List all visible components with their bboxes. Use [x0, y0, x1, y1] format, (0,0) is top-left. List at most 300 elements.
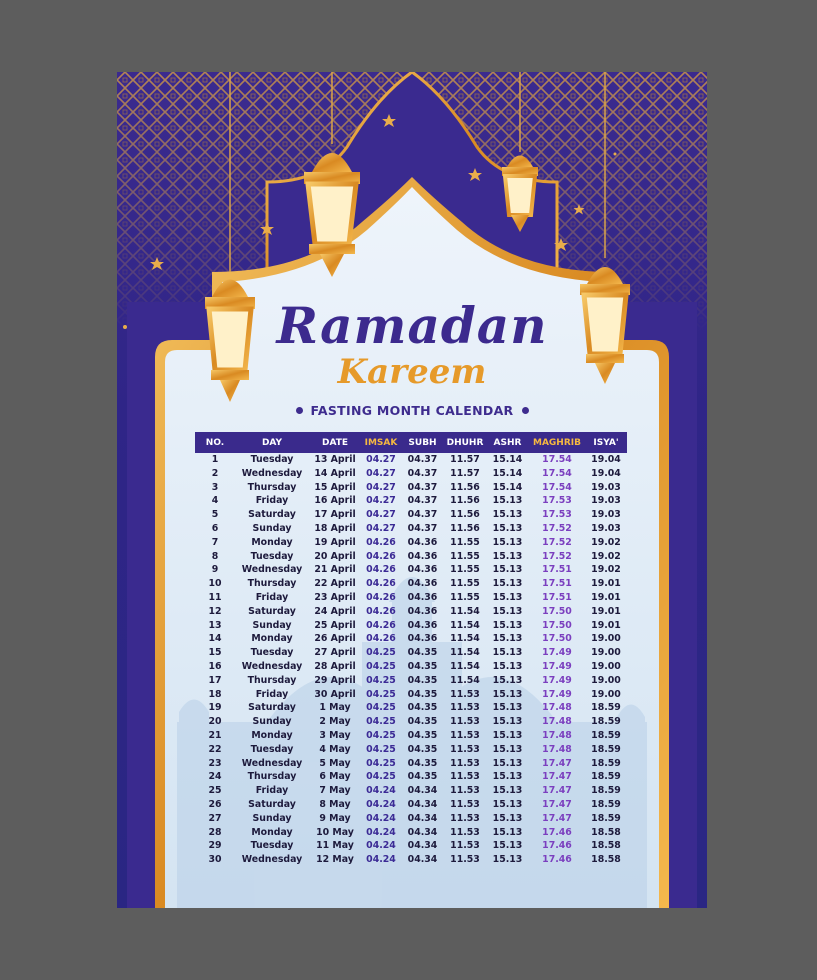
cell-date: 17 April	[314, 509, 356, 521]
cell-imsak: 04.27	[366, 522, 396, 534]
cell-maghrib: 17.46	[542, 840, 572, 852]
cell-maghrib: 17.49	[542, 647, 572, 659]
cell-ashr: 15.13	[492, 716, 523, 728]
cell-ashr: 15.13	[492, 509, 523, 521]
cell-dhuhr: 11.55	[450, 564, 480, 576]
cell-ashr: 15.13	[492, 578, 523, 590]
cell-ashr: 15.13	[492, 785, 523, 797]
cell-imsak: 04.26	[366, 578, 396, 590]
cell-day: Thursday	[247, 771, 297, 783]
cell-dhuhr: 11.55	[450, 578, 480, 590]
cell-date: 19 April	[314, 536, 356, 548]
cell-dhuhr: 11.56	[450, 481, 480, 493]
cell-day: Tuesday	[250, 550, 294, 562]
cell-imsak: 04.25	[366, 716, 396, 728]
cell-maghrib: 17.47	[542, 771, 572, 783]
cell-no: 27	[208, 812, 222, 824]
col-maghrib: MAGHRIB	[533, 437, 581, 448]
cell-date: 5 May	[319, 757, 351, 769]
cell-date: 22 April	[314, 578, 356, 590]
cell-imsak: 04.26	[366, 564, 396, 576]
cell-no: 19	[208, 702, 222, 714]
cell-subh: 04.36	[407, 536, 438, 548]
cell-isya: 19.03	[591, 522, 621, 534]
cell-imsak: 04.26	[366, 633, 396, 645]
table-row	[195, 467, 627, 481]
cell-ashr: 15.13	[492, 854, 523, 866]
table-header-row	[195, 432, 627, 453]
table-body	[195, 453, 627, 867]
table-row	[195, 812, 627, 826]
cell-date: 25 April	[314, 619, 356, 631]
cell-subh: 04.34	[407, 826, 438, 838]
cell-isya: 18.58	[591, 854, 621, 866]
cell-ashr: 15.13	[492, 812, 523, 824]
cell-maghrib: 17.52	[542, 536, 572, 548]
cell-dhuhr: 11.53	[450, 826, 480, 838]
cell-isya: 18.59	[591, 812, 621, 824]
cell-subh: 04.37	[407, 509, 438, 521]
cell-no: 13	[208, 619, 222, 631]
cell-ashr: 15.13	[492, 522, 523, 534]
cell-day: Wednesday	[241, 660, 303, 672]
cell-no: 10	[208, 578, 222, 590]
cell-dhuhr: 11.54	[450, 660, 480, 672]
cell-imsak: 04.25	[366, 674, 396, 686]
cell-day: Sunday	[252, 619, 292, 631]
cell-no: 15	[208, 647, 222, 659]
cell-no: 5	[211, 509, 219, 521]
cell-imsak: 04.27	[366, 509, 396, 521]
cell-imsak: 04.26	[366, 550, 396, 562]
cell-no: 29	[208, 840, 222, 852]
cell-isya: 19.03	[591, 481, 621, 493]
table-row	[195, 826, 627, 840]
cell-subh: 04.34	[407, 785, 438, 797]
table-row	[195, 522, 627, 536]
cell-ashr: 15.13	[492, 840, 523, 852]
title-subline: Kareem	[337, 352, 487, 392]
cell-subh: 04.36	[407, 605, 438, 617]
cell-maghrib: 17.46	[542, 826, 572, 838]
cell-day: Saturday	[248, 702, 296, 714]
cell-maghrib: 17.48	[542, 729, 572, 741]
cell-imsak: 04.25	[366, 743, 396, 755]
cell-day: Monday	[251, 729, 293, 741]
col-day: DAY	[261, 437, 283, 448]
cell-maghrib: 17.54	[542, 467, 572, 479]
cell-maghrib: 17.52	[542, 522, 572, 534]
cell-isya: 19.02	[591, 564, 621, 576]
cell-subh: 04.35	[407, 771, 438, 783]
table-row	[195, 839, 627, 853]
cell-ashr: 15.13	[492, 729, 523, 741]
table-row	[195, 453, 627, 467]
cell-subh: 04.35	[407, 660, 438, 672]
cell-no: 7	[211, 536, 219, 548]
cell-subh: 04.36	[407, 578, 438, 590]
title: Ramadan	[276, 296, 548, 355]
cell-maghrib: 17.53	[542, 495, 572, 507]
cell-ashr: 15.13	[492, 771, 523, 783]
cell-date: 8 May	[319, 798, 351, 810]
cell-no: 18	[208, 688, 222, 700]
cell-maghrib: 17.54	[542, 481, 572, 493]
table-row	[195, 536, 627, 550]
cell-day: Saturday	[248, 509, 296, 521]
table-row	[195, 494, 627, 508]
table-row	[195, 715, 627, 729]
cell-isya: 18.59	[591, 757, 621, 769]
cell-isya: 18.59	[591, 785, 621, 797]
table-row	[195, 563, 627, 577]
cell-subh: 04.35	[407, 716, 438, 728]
cell-ashr: 15.13	[492, 550, 523, 562]
cell-day: Friday	[255, 495, 289, 507]
cell-imsak: 04.26	[366, 591, 396, 603]
schedule-table	[195, 432, 627, 867]
cell-date: 11 May	[316, 840, 354, 852]
cell-ashr: 15.14	[492, 481, 523, 493]
cell-subh: 04.36	[407, 619, 438, 631]
cell-imsak: 04.26	[366, 605, 396, 617]
cell-day: Tuesday	[250, 454, 294, 465]
cell-isya: 19.03	[591, 509, 621, 521]
bullet-dot-icon	[522, 407, 529, 414]
cell-subh: 04.37	[407, 454, 438, 465]
cell-date: 27 April	[314, 647, 356, 659]
cell-dhuhr: 11.53	[450, 785, 480, 797]
cell-isya: 19.04	[591, 454, 621, 465]
cell-isya: 19.03	[591, 495, 621, 507]
cell-ashr: 15.13	[492, 536, 523, 548]
table-row	[195, 577, 627, 591]
cell-dhuhr: 11.53	[450, 702, 480, 714]
cell-dhuhr: 11.53	[450, 771, 480, 783]
cell-ashr: 15.13	[492, 702, 523, 714]
cell-isya: 19.01	[591, 591, 621, 603]
cell-dhuhr: 11.54	[450, 647, 480, 659]
table-row	[195, 701, 627, 715]
lantern-icon	[304, 72, 360, 277]
cell-maghrib: 17.49	[542, 674, 572, 686]
cell-maghrib: 17.49	[542, 688, 572, 700]
table-row	[195, 646, 627, 660]
cell-date: 12 May	[316, 854, 354, 866]
table-row	[195, 853, 627, 867]
cell-dhuhr: 11.53	[450, 729, 480, 741]
cell-isya: 18.59	[591, 771, 621, 783]
cell-day: Friday	[255, 785, 289, 797]
cell-day: Thursday	[247, 481, 297, 493]
cell-isya: 19.02	[591, 536, 621, 548]
cell-date: 3 May	[319, 729, 351, 741]
cell-imsak: 04.27	[366, 495, 396, 507]
cell-no: 23	[208, 757, 222, 769]
cell-dhuhr: 11.53	[450, 688, 480, 700]
cell-maghrib: 17.47	[542, 785, 572, 797]
cell-day: Wednesday	[241, 757, 303, 769]
cell-dhuhr: 11.53	[450, 743, 480, 755]
cell-isya: 19.02	[591, 550, 621, 562]
cell-subh: 04.36	[407, 564, 438, 576]
cell-isya: 18.59	[591, 716, 621, 728]
cell-maghrib: 17.47	[542, 798, 572, 810]
table-row	[195, 632, 627, 646]
cell-maghrib: 17.53	[542, 509, 572, 521]
cell-dhuhr: 11.55	[450, 550, 480, 562]
cell-isya: 18.59	[591, 798, 621, 810]
cell-day: Thursday	[247, 674, 297, 686]
cell-date: 2 May	[319, 716, 351, 728]
cell-maghrib: 17.47	[542, 812, 572, 824]
lantern-icon	[502, 72, 538, 232]
cell-date: 16 April	[314, 495, 356, 507]
bullet-dot-icon	[296, 407, 303, 414]
cell-day: Wednesday	[241, 467, 303, 479]
cell-day: Sunday	[252, 522, 292, 534]
cell-date: 7 May	[319, 785, 351, 797]
schedule-table-wrap	[195, 432, 627, 867]
col-imsak: IMSAK	[364, 437, 398, 448]
cell-day: Thursday	[247, 578, 297, 590]
cell-no: 12	[208, 605, 222, 617]
cell-no: 8	[211, 550, 219, 562]
table-row	[195, 674, 627, 688]
cell-maghrib: 17.50	[542, 605, 572, 617]
cell-imsak: 04.26	[366, 619, 396, 631]
table-row	[195, 798, 627, 812]
cell-isya: 19.01	[591, 605, 621, 617]
cell-no: 30	[208, 854, 222, 866]
cell-ashr: 15.13	[492, 743, 523, 755]
cell-imsak: 04.24	[366, 826, 396, 838]
cell-ashr: 15.13	[492, 605, 523, 617]
cell-isya: 19.01	[591, 578, 621, 590]
cell-subh: 04.35	[407, 647, 438, 659]
cell-imsak: 04.25	[366, 688, 396, 700]
cell-subh: 04.35	[407, 757, 438, 769]
table-row	[195, 688, 627, 702]
cell-no: 14	[208, 633, 222, 645]
cell-ashr: 15.14	[492, 467, 523, 479]
cell-day: Monday	[251, 536, 293, 548]
cell-ashr: 15.13	[492, 826, 523, 838]
cell-imsak: 04.25	[366, 771, 396, 783]
cell-dhuhr: 11.53	[450, 798, 480, 810]
cell-date: 26 April	[314, 633, 356, 645]
cell-maghrib: 17.48	[542, 716, 572, 728]
cell-isya: 19.00	[591, 633, 621, 645]
cell-subh: 04.35	[407, 702, 438, 714]
cell-ashr: 15.13	[492, 591, 523, 603]
cell-date: 1 May	[319, 702, 351, 714]
cell-date: 21 April	[314, 564, 356, 576]
cell-date: 29 April	[314, 674, 356, 686]
cell-day: Tuesday	[250, 743, 294, 755]
cell-ashr: 15.13	[492, 798, 523, 810]
cell-no: 22	[208, 743, 222, 755]
table-row	[195, 508, 627, 522]
cell-dhuhr: 11.54	[450, 633, 480, 645]
cell-isya: 19.00	[591, 647, 621, 659]
cell-ashr: 15.14	[492, 454, 523, 465]
cell-no: 9	[211, 564, 219, 576]
cell-isya: 19.00	[591, 660, 621, 672]
cell-dhuhr: 11.53	[450, 812, 480, 824]
cell-date: 23 April	[314, 591, 356, 603]
cell-dhuhr: 11.54	[450, 674, 480, 686]
cell-day: Tuesday	[250, 840, 294, 852]
cell-subh: 04.36	[407, 633, 438, 645]
cell-imsak: 04.25	[366, 660, 396, 672]
cell-subh: 04.37	[407, 495, 438, 507]
cell-imsak: 04.25	[366, 647, 396, 659]
cell-imsak: 04.27	[366, 481, 396, 493]
cell-day: Sunday	[252, 812, 292, 824]
cell-imsak: 04.24	[366, 812, 396, 824]
cell-dhuhr: 11.57	[450, 467, 480, 479]
cell-subh: 04.37	[407, 522, 438, 534]
cell-subh: 04.35	[407, 674, 438, 686]
cell-no: 3	[211, 481, 219, 493]
cell-date: 6 May	[319, 771, 351, 783]
cell-date: 18 April	[314, 522, 356, 534]
cell-dhuhr: 11.54	[450, 605, 480, 617]
cell-subh: 04.37	[407, 467, 438, 479]
cell-dhuhr: 11.56	[450, 495, 480, 507]
cell-ashr: 15.13	[492, 674, 523, 686]
cell-dhuhr: 11.53	[450, 757, 480, 769]
cell-subh: 04.34	[407, 798, 438, 810]
cell-maghrib: 17.50	[542, 619, 572, 631]
table-row	[195, 757, 627, 771]
cell-isya: 18.59	[591, 743, 621, 755]
cell-ashr: 15.13	[492, 660, 523, 672]
cell-dhuhr: 11.53	[450, 854, 480, 866]
cell-maghrib: 17.51	[542, 564, 572, 576]
table-row	[195, 770, 627, 784]
cell-dhuhr: 11.55	[450, 591, 480, 603]
cell-day: Wednesday	[241, 564, 303, 576]
cell-no: 6	[211, 522, 219, 534]
cell-ashr: 15.13	[492, 757, 523, 769]
table-row	[195, 605, 627, 619]
cell-day: Saturday	[248, 798, 296, 810]
cell-date: 30 April	[314, 688, 356, 700]
cell-subh: 04.35	[407, 743, 438, 755]
cell-ashr: 15.13	[492, 619, 523, 631]
col-date: DATE	[321, 437, 349, 448]
cell-imsak: 04.24	[366, 798, 396, 810]
cell-subh: 04.34	[407, 840, 438, 852]
cell-ashr: 15.13	[492, 647, 523, 659]
cell-no: 17	[208, 674, 222, 686]
cell-maghrib: 17.52	[542, 550, 572, 562]
col-no: NO.	[205, 437, 225, 448]
cell-no: 20	[208, 716, 222, 728]
cell-subh: 04.35	[407, 688, 438, 700]
cell-maghrib: 17.54	[542, 454, 572, 465]
cell-ashr: 15.13	[492, 633, 523, 645]
cell-maghrib: 17.49	[542, 660, 572, 672]
cell-maghrib: 17.48	[542, 743, 572, 755]
table-row	[195, 729, 627, 743]
cell-no: 25	[208, 785, 222, 797]
cell-dhuhr: 11.55	[450, 536, 480, 548]
table-row	[195, 784, 627, 798]
cell-isya: 18.58	[591, 826, 621, 838]
cell-isya: 19.00	[591, 674, 621, 686]
cell-isya: 19.00	[591, 688, 621, 700]
cell-imsak: 04.24	[366, 854, 396, 866]
cell-date: 20 April	[314, 550, 356, 562]
cell-maghrib: 17.51	[542, 578, 572, 590]
cell-dhuhr: 11.54	[450, 619, 480, 631]
cell-subh: 04.34	[407, 854, 438, 866]
cell-no: 11	[208, 591, 222, 603]
cell-no: 24	[208, 771, 222, 783]
cell-isya: 19.04	[591, 467, 621, 479]
cell-day: Monday	[251, 826, 293, 838]
cell-no: 2	[211, 467, 219, 479]
cell-date: 28 April	[314, 660, 356, 672]
cell-date: 24 April	[314, 605, 356, 617]
cell-ashr: 15.13	[492, 564, 523, 576]
col-ashr: ASHR	[493, 437, 522, 448]
cell-subh: 04.36	[407, 591, 438, 603]
col-isya: ISYA'	[593, 437, 619, 448]
cell-imsak: 04.25	[366, 702, 396, 714]
table-row	[195, 550, 627, 564]
cell-day: Wednesday	[241, 854, 303, 866]
calendar-label-text: FASTING MONTH CALENDAR	[310, 403, 514, 418]
cell-subh: 04.36	[407, 550, 438, 562]
cell-dhuhr: 11.57	[450, 454, 480, 465]
col-subh: SUBH	[408, 437, 437, 448]
cell-ashr: 15.13	[492, 495, 523, 507]
cell-imsak: 04.27	[366, 454, 396, 465]
cell-date: 9 May	[319, 812, 351, 824]
cell-maghrib: 17.48	[542, 702, 572, 714]
cell-date: 13 April	[314, 454, 356, 465]
cell-no: 4	[211, 495, 219, 507]
table-row	[195, 743, 627, 757]
cell-isya: 18.58	[591, 840, 621, 852]
cell-isya: 18.59	[591, 702, 621, 714]
cell-day: Friday	[255, 591, 289, 603]
cell-day: Saturday	[248, 605, 296, 617]
cell-day: Sunday	[252, 716, 292, 728]
cell-imsak: 04.25	[366, 757, 396, 769]
poster	[117, 72, 707, 908]
table-row	[195, 481, 627, 495]
cell-no: 16	[208, 660, 222, 672]
calendar-label	[117, 403, 707, 418]
cell-dhuhr: 11.56	[450, 522, 480, 534]
cell-subh: 04.35	[407, 729, 438, 741]
cell-isya: 18.59	[591, 729, 621, 741]
table-row	[195, 660, 627, 674]
cell-dhuhr: 11.53	[450, 716, 480, 728]
cell-isya: 19.01	[591, 619, 621, 631]
cell-subh: 04.34	[407, 812, 438, 824]
cell-day: Tuesday	[250, 647, 294, 659]
cell-no: 26	[208, 798, 222, 810]
cell-dhuhr: 11.56	[450, 509, 480, 521]
cell-imsak: 04.25	[366, 729, 396, 741]
cell-imsak: 04.27	[366, 467, 396, 479]
